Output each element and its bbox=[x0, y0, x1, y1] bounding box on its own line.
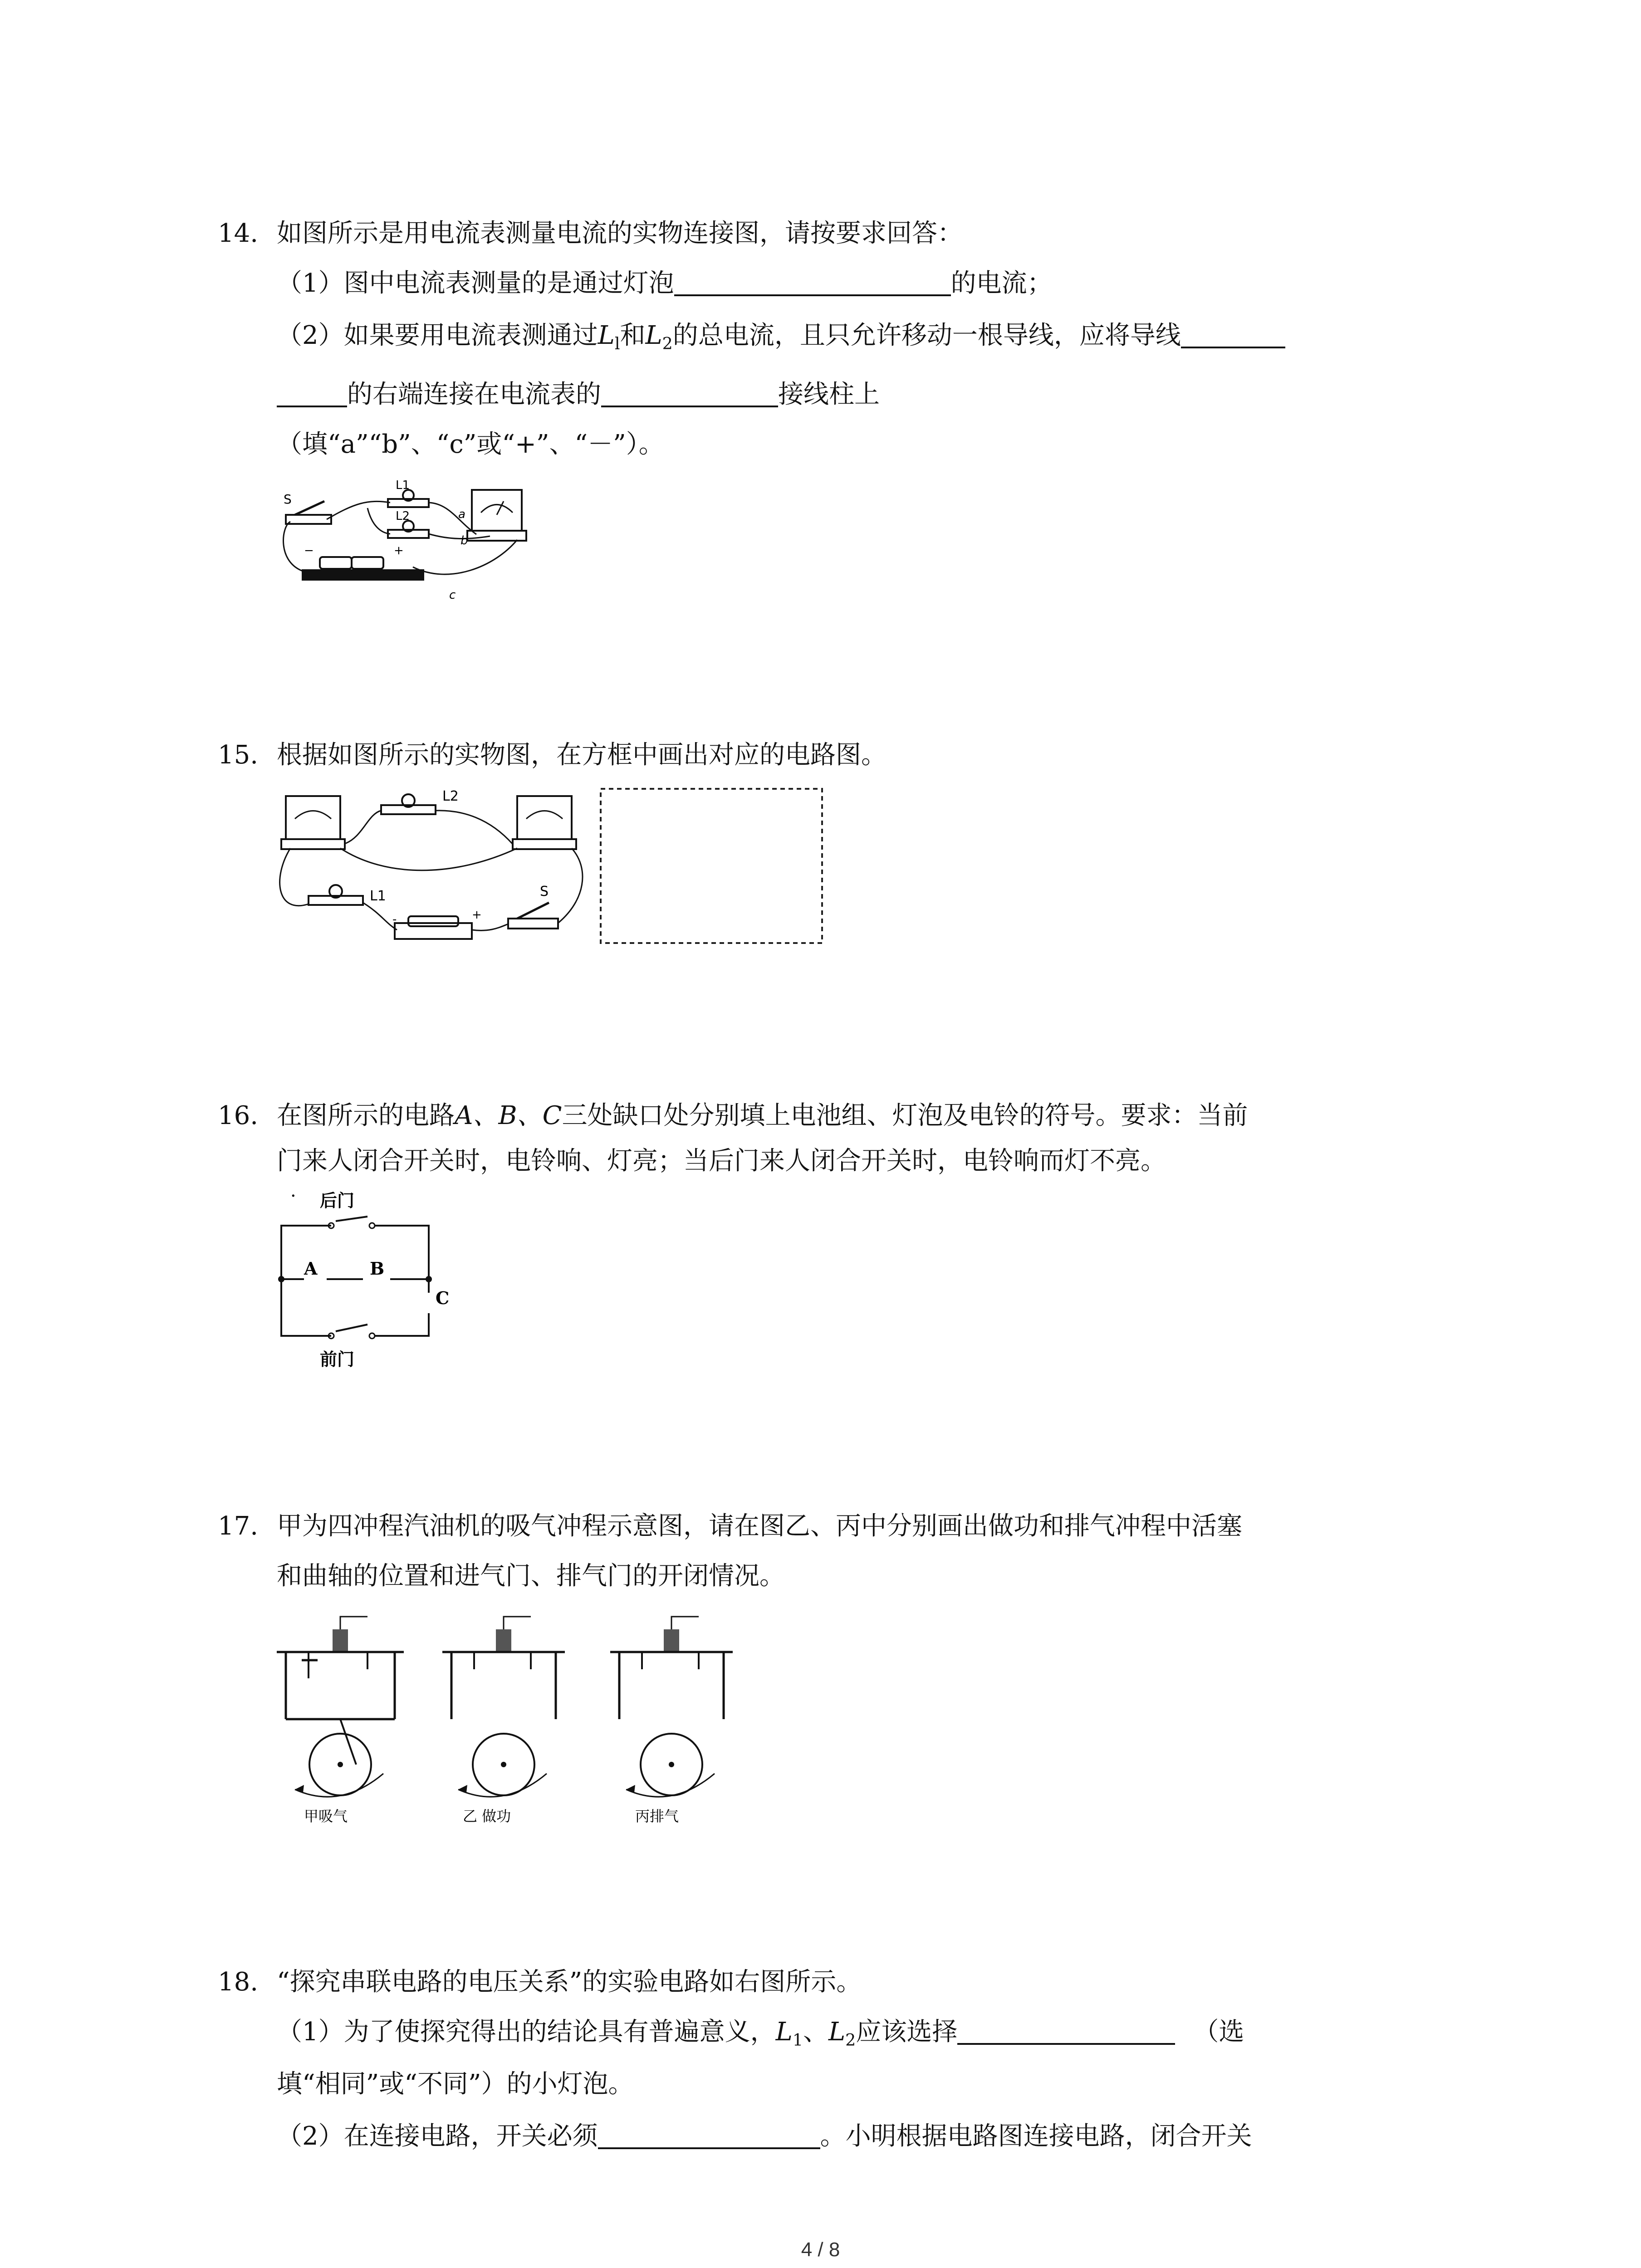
q14-part2-hint: （填“a”“b”、“c”或“+”、“－”）。 bbox=[277, 430, 664, 459]
svg-text:S: S bbox=[540, 884, 549, 899]
svg-text:L1: L1 bbox=[370, 888, 386, 904]
q14-part1: （1）图中电流表测量的是通过灯泡 的电流； bbox=[277, 265, 1053, 302]
svg-text:B: B bbox=[370, 1258, 385, 1279]
q18-part1: （1）为了使探究得出的结论具有普遍意义，$L_1$、$L_2$应该选择 （选 bbox=[277, 2014, 1244, 2058]
q18-blank-2[interactable] bbox=[598, 2120, 820, 2149]
q15-number: 15. bbox=[218, 740, 259, 770]
q16-figure bbox=[272, 1184, 463, 1374]
q14-blank-2a[interactable] bbox=[1181, 319, 1285, 348]
q16-back-switch bbox=[336, 1217, 367, 1221]
q17-stem-cont: 和曲轴的位置和进气门、排气门的开闭情况。 bbox=[277, 1561, 785, 1591]
q14-switch bbox=[286, 515, 331, 524]
q18-stem: 18. “探究串联电路的电压关系”的实验电路如右图所示。 bbox=[218, 1964, 862, 2000]
svg-text:L2: L2 bbox=[396, 509, 410, 523]
svg-text:+: + bbox=[394, 544, 404, 557]
svg-text:C: C bbox=[436, 1288, 450, 1308]
svg-text:−: − bbox=[304, 544, 314, 557]
q14-blank-3[interactable] bbox=[601, 378, 778, 407]
q16-stem-cont: 门来人闭合开关时，电铃响、灯亮；当后门来人闭合开关时，电铃响而灯不亮。 bbox=[277, 1146, 1166, 1176]
svg-text:a: a bbox=[458, 508, 465, 521]
q15-switch bbox=[508, 919, 558, 929]
svg-text:A: A bbox=[304, 1258, 318, 1279]
q16-stem: 16. 在图所示的电路A、B、C三处缺口处分别填上电池组、灯泡及电铃的符号。要求：当前 bbox=[218, 1098, 1248, 1134]
q15-answer-box[interactable] bbox=[599, 787, 826, 946]
svg-text:·: · bbox=[290, 1186, 296, 1207]
q14-cell-1 bbox=[320, 557, 352, 569]
q14-figure bbox=[277, 476, 567, 612]
svg-text:c: c bbox=[449, 588, 456, 602]
q17-number: 17. bbox=[218, 1511, 259, 1541]
q14-ammeter bbox=[472, 490, 522, 531]
svg-text:后门: 后门 bbox=[320, 1190, 355, 1211]
svg-text:乙 做功: 乙 做功 bbox=[463, 1808, 511, 1825]
q14-stem: 14. 如图所示是用电流表测量电流的实物连接图，请按要求回答： bbox=[218, 215, 963, 252]
q16-number: 16. bbox=[218, 1101, 259, 1130]
q14-part2-cont: 的右端连接在电流表的 接线柱上 bbox=[277, 376, 880, 413]
page-number: 4 / 8 bbox=[801, 2239, 840, 2261]
q17-stem: 17. 甲为四冲程汽油机的吸气冲程示意图，请在图乙、丙中分别画出做功和排气冲程中活塞 bbox=[218, 1508, 1242, 1545]
q14-blank-2b[interactable] bbox=[277, 378, 347, 407]
q15-stem: 15. 根据如图所示的实物图，在方框中画出对应的电路图。 bbox=[218, 737, 887, 773]
q17-engine-intake bbox=[277, 1610, 413, 1828]
q14-blank-1[interactable] bbox=[674, 267, 951, 296]
q17-engine-exhaust bbox=[610, 1610, 746, 1828]
svg-text:丙排气: 丙排气 bbox=[635, 1808, 679, 1825]
svg-text:S: S bbox=[284, 492, 292, 507]
svg-text:L1: L1 bbox=[396, 479, 410, 492]
q18-part2: （2）在连接电路，开关必须 。小明根据电路图连接电路，闭合开关 bbox=[277, 2118, 1252, 2155]
q14-number: 14. bbox=[218, 219, 259, 248]
q15-meter-left bbox=[286, 796, 340, 839]
q18-number: 18. bbox=[218, 1967, 259, 1997]
svg-text:L2: L2 bbox=[442, 788, 459, 804]
q16-front-switch bbox=[336, 1325, 367, 1331]
q14-cell-2 bbox=[352, 557, 383, 569]
svg-text:-: - bbox=[392, 913, 397, 926]
q14-battery-base bbox=[302, 569, 424, 581]
q17-engine-power bbox=[442, 1610, 578, 1828]
q15-figure bbox=[272, 787, 599, 955]
svg-text:b: b bbox=[460, 534, 468, 547]
q15-meter-right bbox=[517, 796, 572, 839]
svg-text:前门: 前门 bbox=[320, 1349, 355, 1369]
svg-text:甲吸气: 甲吸气 bbox=[304, 1808, 348, 1825]
q18-part1-cont: 填“相同”或“不同”）的小灯泡。 bbox=[277, 2069, 634, 2099]
svg-text:+: + bbox=[472, 908, 482, 922]
q14-part2: （2）如果要用电流表测通过$L_l$和$L_2$的总电流，且只允许移动一根导线，应将导线 bbox=[277, 318, 1285, 362]
q18-blank-1[interactable] bbox=[957, 2016, 1175, 2045]
